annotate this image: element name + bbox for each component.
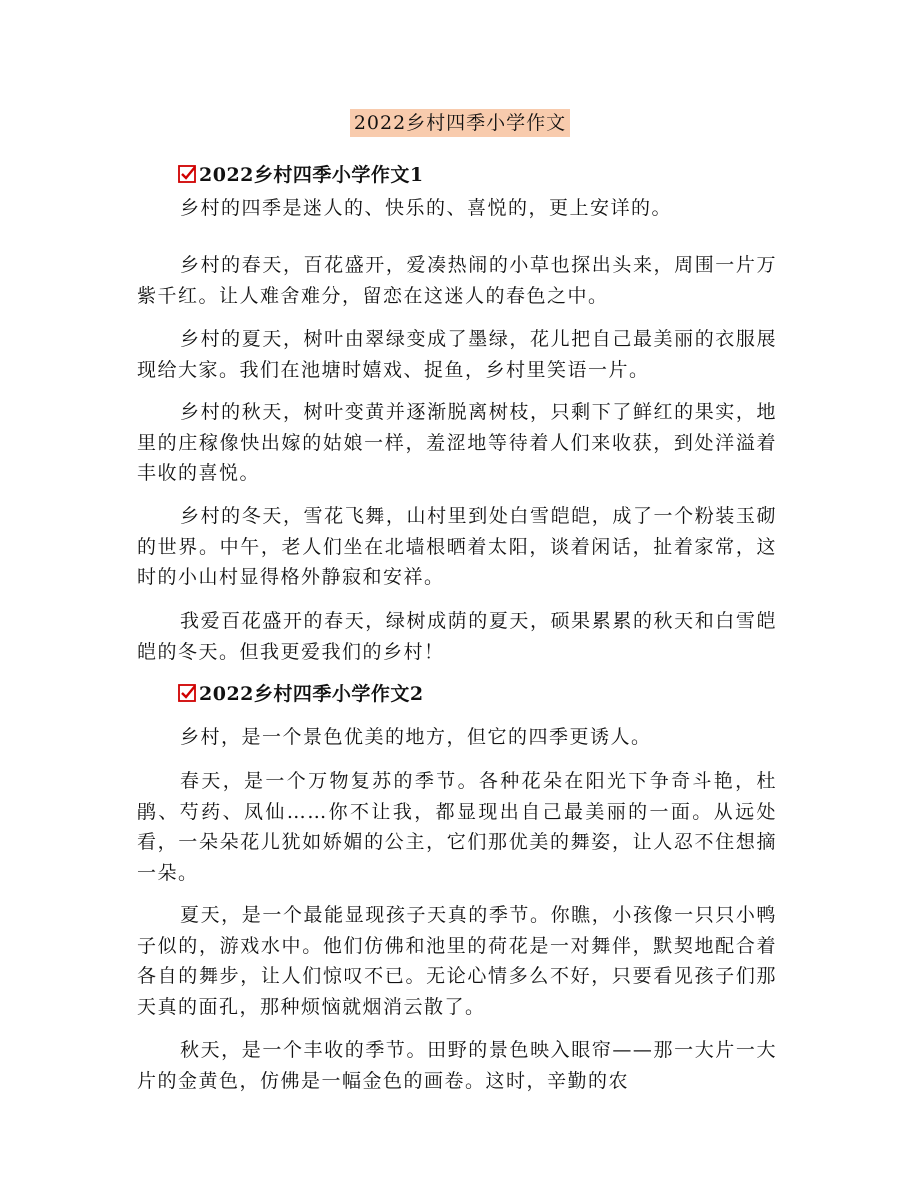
paragraph: 春天，是一个万物复苏的季节。各种花朵在阳光下争奇斗艳，杜鹃、芍药、凤仙……你不让我，都显现出自己最美丽的一面。从远处看，一朵朵花儿犹如娇媚的公主，它们那优美的舞姿，让人忍不住想摘一朵。 bbox=[137, 770, 777, 884]
paragraph: 乡村的秋天，树叶变黄并逐渐脱离树枝，只剩下了鲜红的果实，地里的庄稼像快出嫁的姑娘一样，羞涩地等待着人们来收获，到处洋溢着丰收的喜悦。 bbox=[137, 401, 777, 485]
section-heading-1 bbox=[178, 160, 424, 187]
section-heading-2 bbox=[178, 679, 424, 706]
paragraph: 乡村，是一个景色优美的地方，但它的四季更诱人。 bbox=[180, 726, 652, 748]
paragraph: 乡村的春天，百花盛开，爱凑热闹的小草也探出头来，周围一片万紫千红。让人难舍难分，留恋在这迷人的春色之中。 bbox=[137, 254, 777, 307]
section-heading-text-1: 2022乡村四季小学作文1 bbox=[199, 164, 424, 186]
paragraph: 夏天，是一个最能显现孩子天真的季节。你瞧，小孩像一只只小鸭子似的，游戏水中。他们仿佛和池里的荷花是一对舞伴，默契地配合着各自的舞步，让人们惊叹不已。无论心情多么不好，只要看见孩子们那天真的面孔，那种烦恼就烟消云散了。 bbox=[137, 904, 777, 1018]
paragraph: 我爱百花盛开的春天，绿树成荫的夏天，硕果累累的秋天和白雪皑皑的冬天。但我更爱我们的乡村！ bbox=[137, 610, 777, 663]
section-heading-text-2: 2022乡村四季小学作文2 bbox=[199, 683, 424, 705]
paragraph: 乡村的冬天，雪花飞舞，山村里到处白雪皑皑，成了一个粉装玉砌的世界。中午，老人们坐在北墙根晒着太阳，谈着闲话，扯着家常，这时的小山村显得格外静寂和安祥。 bbox=[137, 505, 777, 589]
paragraph: 乡村的夏天，树叶由翠绿变成了墨绿，花儿把自己最美丽的衣服展现给大家。我们在池塘时嬉戏、捉鱼，乡村里笑语一片。 bbox=[137, 328, 777, 381]
paragraph: 秋天，是一个丰收的季节。田野的景色映入眼帘——那一大片一大片的金黄色，仿佛是一幅金色的画卷。这时，辛勤的农 bbox=[137, 1039, 777, 1092]
checkbox-checked-icon bbox=[178, 165, 196, 183]
paragraph: 乡村的四季是迷人的、快乐的、喜悦的，更上安详的。 bbox=[180, 197, 673, 219]
document-title-text: 2022乡村四季小学作文 bbox=[350, 109, 570, 137]
checkbox-checked-icon bbox=[178, 684, 196, 702]
document-title bbox=[0, 108, 920, 135]
